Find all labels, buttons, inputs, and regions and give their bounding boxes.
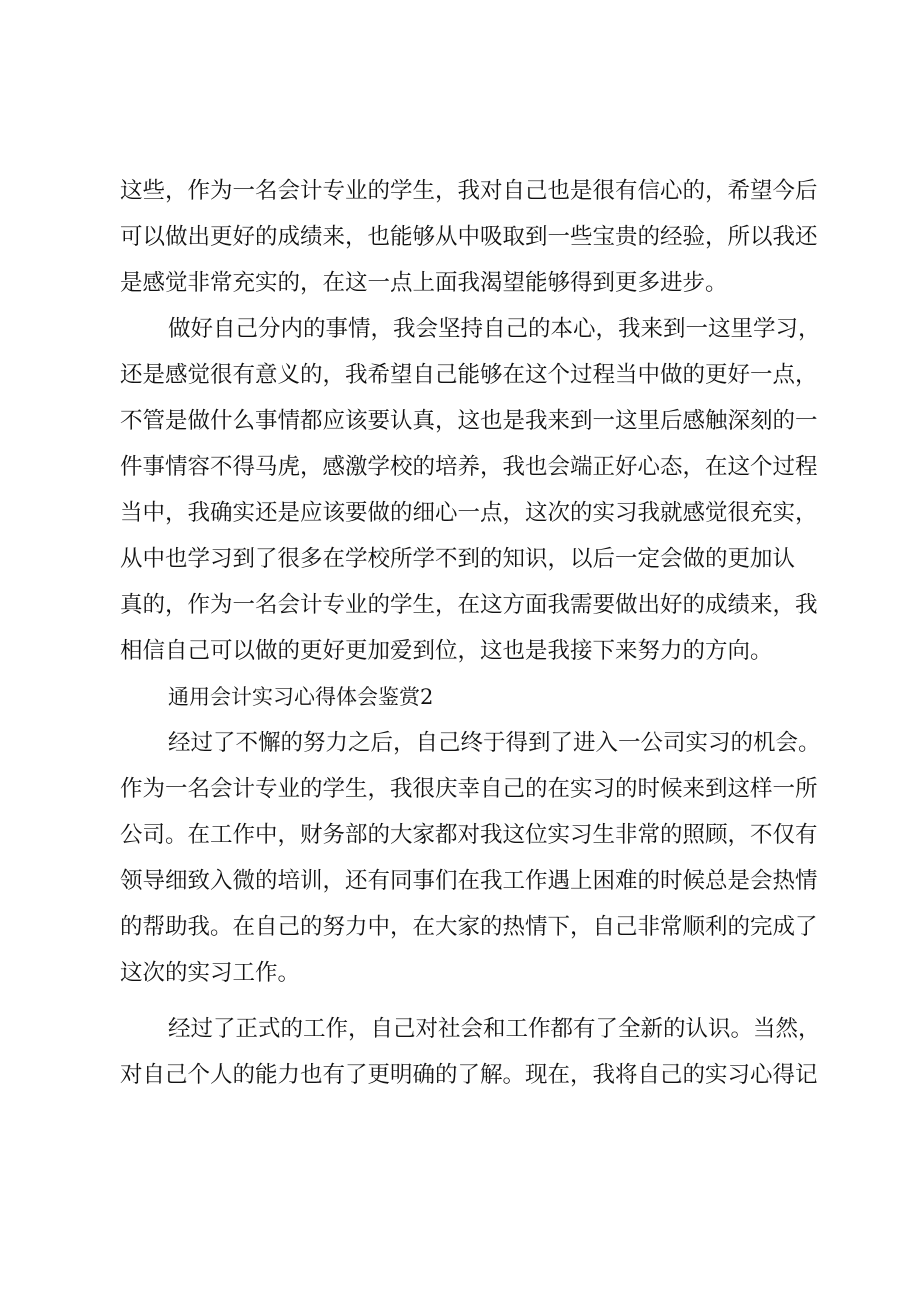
paragraph-line: 对自己个人的能力也有了更明确的了解。现在，我将自己的实习心得记 [120,1062,818,1088]
paragraph-line: 这些，作为一名会计专业的学生，我对自己也是很有信心的，希望今后 [120,178,818,204]
paragraph-line: 相信自己可以做的更好更加爱到位，这也是我接下来努力的方向。 [120,638,773,664]
paragraph-line: 真的，作为一名会计专业的学生，在这方面我需要做出好的成绩来，我 [120,592,818,618]
paragraph-line: 作为一名会计专业的学生，我很庆幸自己的在实习的时候来到这样一所 [120,776,818,802]
paragraph-line: 可以做出更好的成绩来，也能够从中吸取到一些宝贵的经验，所以我还 [120,224,818,250]
paragraph-line: 做好自己分内的事情，我会坚持自己的本心，我来到一这里学习， [168,316,821,342]
paragraph-line: 经过了正式的工作，自己对社会和工作都有了全新的认识。当然， [168,1016,821,1042]
paragraph-line: 件事情容不得马虎，感激学校的培养，我也会端正好心态，在这个过程 [120,454,818,480]
paragraph-line: 当中，我确实还是应该要做的细心一点，这次的实习我就感觉很充实， [120,500,818,526]
paragraph-line: 是感觉非常充实的，在这一点上面我渴望能够得到更多进步。 [120,270,728,296]
paragraph-line: 的帮助我。在自己的努力中，在大家的热情下，自己非常顺利的完成了 [120,914,818,940]
paragraph-line: 领导细致入微的培训，还有同事们在我工作遇上困难的时候总是会热情 [120,868,818,894]
paragraph-line: 不管是做什么事情都应该要认真，这也是我来到一这里后感触深刻的一 [120,408,818,434]
document-body [120,168,840,1098]
section-heading: 通用会计实习心得体会鉴赏2 [168,685,434,709]
paragraph-line: 经过了不懈的努力之后，自己终于得到了进入一公司实习的机会。 [168,730,821,756]
paragraph-line: 还是感觉很有意义的，我希望自己能够在这个过程当中做的更好一点， [120,362,818,388]
paragraph-line: 这次的实习工作。 [120,960,301,986]
paragraph-line: 从中也学习到了很多在学校所学不到的知识，以后一定会做的更加认 [120,546,796,572]
paragraph-line: 公司。在工作中，财务部的大家都对我这位实习生非常的照顾，不仅有 [120,822,818,848]
